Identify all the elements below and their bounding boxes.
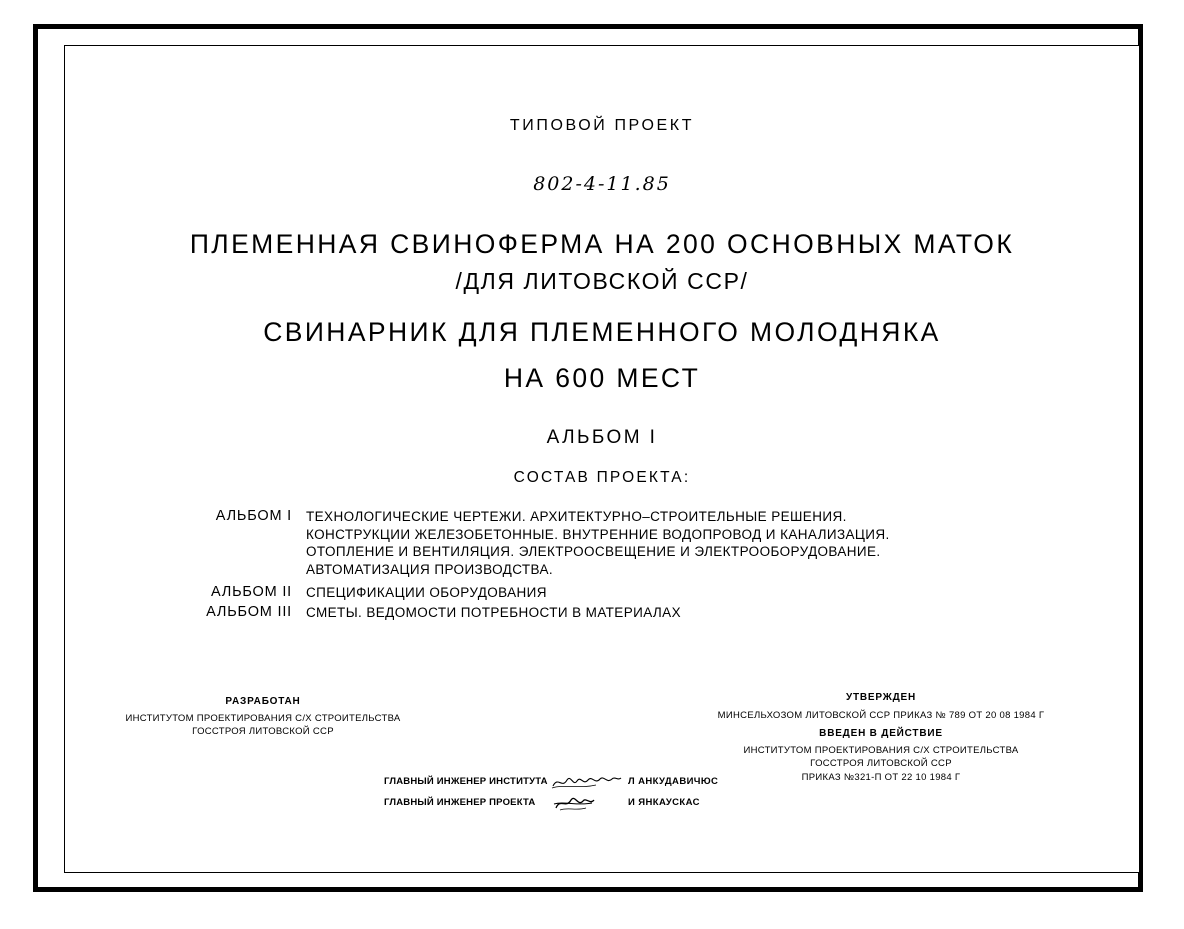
composition-value: СПЕЦИФИКАЦИИ ОБОРУДОВАНИЯ xyxy=(306,585,547,600)
composition-value xyxy=(306,508,1014,578)
signature-name: И ЯНКАУСКАС xyxy=(628,797,700,808)
enacted-line-3: ПРИКАЗ №321-П ОТ 22 10 1984 Г xyxy=(801,771,961,783)
composition-value-line: АВТОМАТИЗАЦИЯ ПРОИЗВОДСТВА. xyxy=(306,561,554,577)
signature-mark-icon xyxy=(550,772,624,792)
approved-by-heading: УТВЕРЖДЕН xyxy=(845,692,916,703)
enacted-heading: ВВЕДЕН В ДЕЙСТВИЕ xyxy=(819,728,943,739)
approved-by-line-1: МИНСЕЛЬХОЗОМ ЛИТОВСКОЙ ССР ПРИКАЗ № 789 ОТ 20 08 1984 Г xyxy=(717,709,1045,721)
page-title xyxy=(64,225,1140,301)
composition-value: СМЕТЫ. ВЕДОМОСТИ ПОТРЕБНОСТИ В МАТЕРИАЛАХ xyxy=(306,604,681,620)
developed-by-line-2: ГОССТРОЯ ЛИТОВСКОЙ ССР xyxy=(192,726,334,737)
signature-role: ГЛАВНЫЙ ИНЖЕНЕР ИНСТИТУТА xyxy=(384,776,548,787)
document-kind-label: ТИПОВОЙ ПРОЕКТ xyxy=(509,117,695,134)
list-item xyxy=(194,604,1014,622)
album-title: АЛЬБОМ I xyxy=(546,427,658,448)
developed-by-line-1: ИНСТИТУТОМ ПРОЕКТИРОВАНИЯ С/Х СТРОИТЕЛЬСТВА xyxy=(125,713,401,724)
page-subtitle-line-1: СВИНАРНИК ДЛЯ ПЛЕМЕННОГО МОЛОДНЯКА xyxy=(263,317,941,347)
list-item xyxy=(194,508,1014,578)
page-title-line-2: /ДЛЯ ЛИТОВСКОЙ ССР/ xyxy=(455,268,749,294)
developed-by-block xyxy=(98,695,428,738)
signature-role: ГЛАВНЫЙ ИНЖЕНЕР ПРОЕКТА xyxy=(384,797,536,808)
composition-value-line: КОНСТРУКЦИИ ЖЕЛЕЗОБЕТОННЫЕ. ВНУТРЕННИЕ ВОДОПРОВОД И КАНАЛИЗАЦИЯ. xyxy=(306,526,890,542)
sheet-content xyxy=(64,45,1140,873)
signature-row xyxy=(384,771,804,792)
page-subtitle xyxy=(64,309,1140,401)
composition-list xyxy=(194,508,1014,623)
signature-row xyxy=(384,792,804,813)
list-item xyxy=(194,584,1014,602)
signature-name: Л АНКУДАВИЧЮС xyxy=(628,776,719,787)
enacted-line-2: ГОССТРОЯ ЛИТОВСКОЙ ССР xyxy=(810,758,952,769)
composition-key: АЛЬБОМ II xyxy=(210,584,292,600)
project-code: 802-4-11.85 xyxy=(533,173,671,195)
composition-value-line: ТЕХНОЛОГИЧЕСКИЕ ЧЕРТЕЖИ. АРХИТЕКТУРНО–СТРОИТЕЛЬНЫЕ РЕШЕНИЯ. xyxy=(306,509,847,524)
composition-heading: СОСТАВ ПРОЕКТА: xyxy=(513,469,691,486)
signature-block xyxy=(384,771,804,813)
composition-key: АЛЬБОМ I xyxy=(215,508,292,524)
page-subtitle-line-2: НА 600 МЕСТ xyxy=(503,363,701,393)
developed-by-heading: РАЗРАБОТАН xyxy=(225,696,301,707)
page-title-line-1: ПЛЕМЕННАЯ СВИНОФЕРМА НА 200 ОСНОВНЫХ МАТОК xyxy=(189,229,1015,259)
composition-key: АЛЬБОМ III xyxy=(206,603,292,620)
enacted-line-1: ИНСТИТУТОМ ПРОЕКТИРОВАНИЯ С/Х СТРОИТЕЛЬСТВА xyxy=(743,744,1019,756)
composition-value-line: ОТОПЛЕНИЕ И ВЕНТИЛЯЦИЯ. ЭЛЕКТРООСВЕЩЕНИЕ И ЭЛЕКТРООБОРУДОВАНИЕ. xyxy=(306,544,881,559)
signature-mark-icon xyxy=(550,793,624,813)
